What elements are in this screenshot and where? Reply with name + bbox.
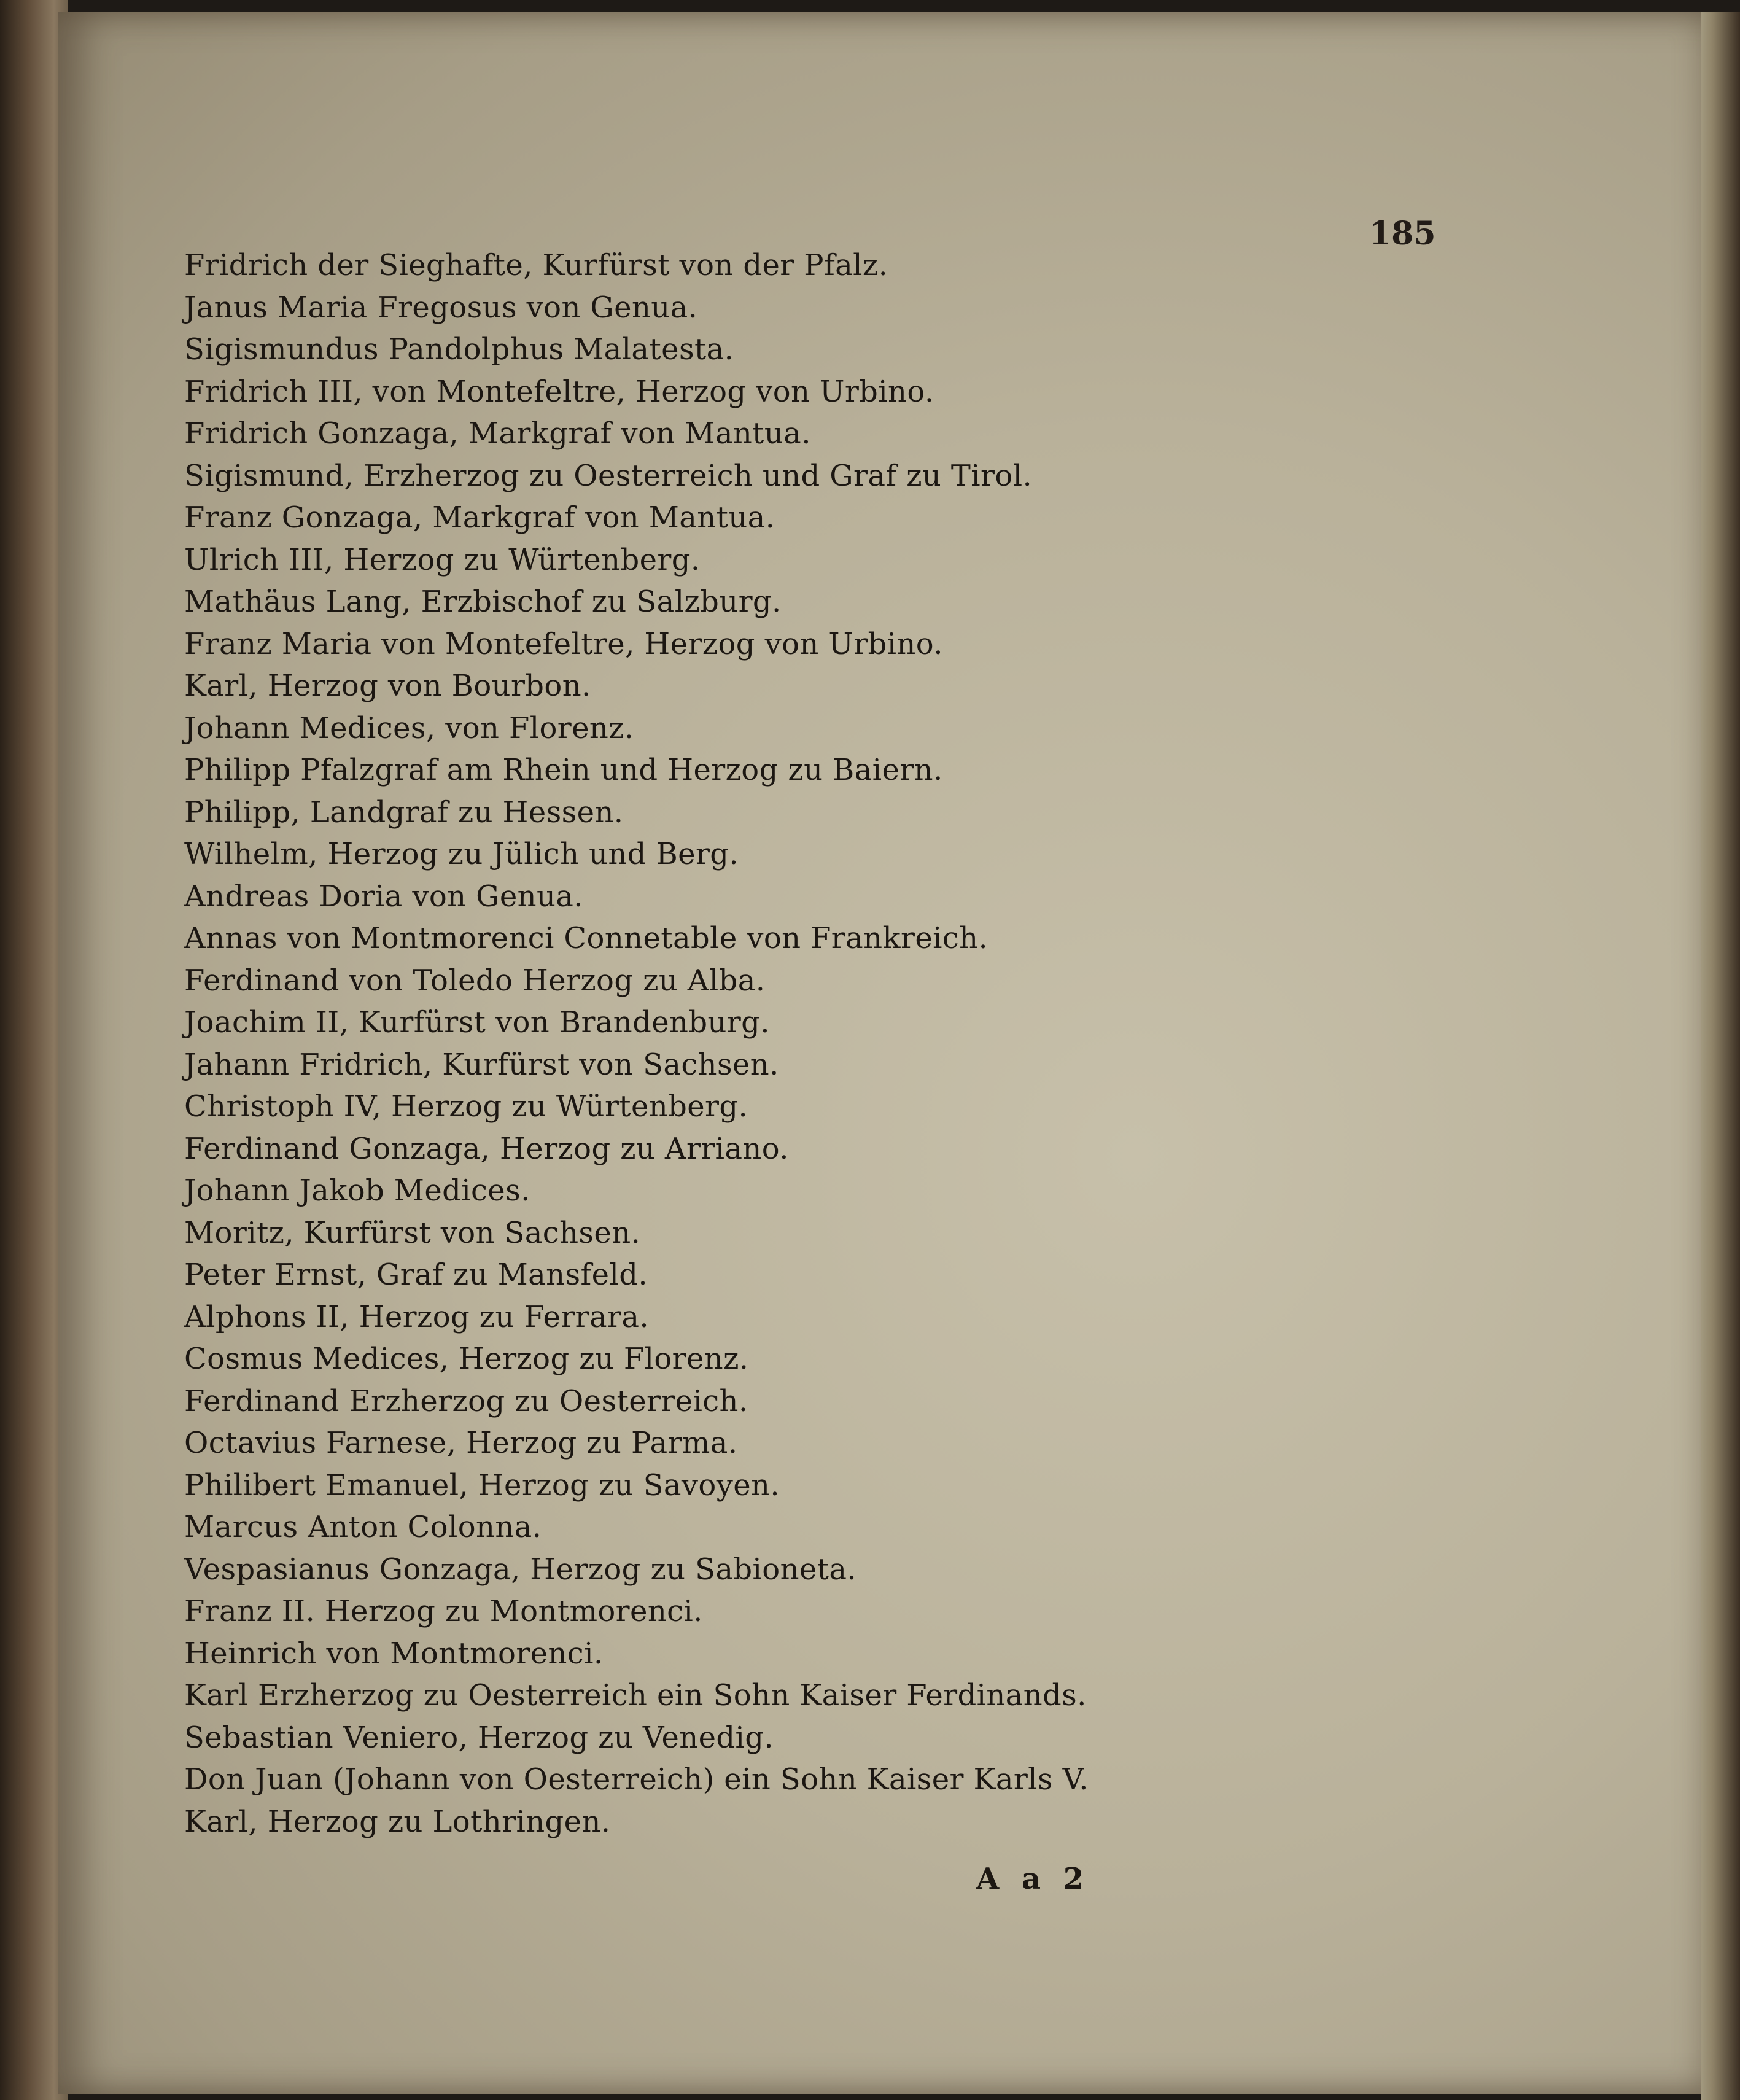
list-item: Jahann Fridrich, Kurfürst von Sachsen. (184, 1047, 779, 1082)
list-item: Vespasianus Gonzaga, Herzog zu Sabioneta. (184, 1552, 857, 1587)
list-item: Moritz, Kurfürst von Sachsen. (184, 1215, 641, 1250)
list-item: Philipp, Landgraf zu Hessen. (184, 795, 624, 830)
list-item: Franz Gonzaga, Markgraf von Mantua. (184, 500, 775, 535)
list-item: Peter Ernst, Graf zu Mansfeld. (184, 1258, 648, 1292)
list-item: Ferdinand Gonzaga, Herzog zu Arriano. (184, 1131, 789, 1166)
list-item: Fridrich Gonzaga, Markgraf von Mantua. (184, 416, 811, 451)
list-item: Ferdinand Erzherzog zu Oesterreich. (184, 1383, 748, 1418)
list-item: Philipp Pfalzgraf am Rhein und Herzog zu Baiern. (184, 753, 943, 787)
list-item: Andreas Doria von Genua. (184, 879, 583, 914)
list-item: Alphons II, Herzog zu Ferrara. (184, 1299, 650, 1334)
list-item: Wilhelm, Herzog zu Jülich und Berg. (184, 837, 739, 871)
list-item: Octavius Farnese, Herzog zu Parma. (184, 1426, 738, 1460)
list-item: Johann Jakob Medices. (184, 1173, 530, 1208)
list-item: Karl, Herzog von Bourbon. (184, 669, 591, 703)
list-item: Cosmus Medices, Herzog zu Florenz. (184, 1342, 749, 1376)
list-item: Johann Medices, von Florenz. (184, 710, 634, 745)
list-item: Joachim II, Kurfürst von Brandenburg. (184, 1005, 770, 1040)
list-item: Philibert Emanuel, Herzog zu Savoyen. (184, 1468, 780, 1503)
list-item: Don Juan (Johann von Oesterreich) ein Sohn Kaiser Karls V. (184, 1762, 1089, 1797)
list-item: Karl, Herzog zu Lothringen. (184, 1804, 611, 1839)
list-item: Ulrich III, Herzog zu Würtenberg. (184, 542, 701, 577)
list-item: Marcus Anton Colonna. (184, 1510, 542, 1544)
list-item: Karl Erzherzog zu Oesterreich ein Sohn Kaiser Ferdinands. (184, 1678, 1087, 1713)
list-item: Sigismund, Erzherzog zu Oesterreich und Graf zu Tirol. (184, 458, 1033, 493)
signature-mark: A a 2 (976, 1862, 1090, 1896)
list-item: Annas von Montmorenci Connetable von Frankreich. (184, 921, 988, 955)
book-spine (0, 0, 68, 2100)
list-item: Ferdinand von Toledo Herzog zu Alba. (184, 963, 766, 998)
list-item: Fridrich der Sieghafte, Kurfürst von der Pfalz. (184, 248, 888, 282)
list-item: Heinrich von Montmorenci. (184, 1636, 604, 1671)
list-item: Franz II. Herzog zu Montmorenci. (184, 1594, 703, 1628)
page-edge (1701, 12, 1740, 2100)
list-item: Sigismundus Pandolphus Malatesta. (184, 332, 734, 367)
page-number: 185 (1369, 215, 1436, 252)
name-list (184, 244, 1089, 1843)
list-item: Janus Maria Fregosus von Genua. (184, 290, 698, 325)
list-item: Sebastian Veniero, Herzog zu Venedig. (184, 1720, 774, 1755)
list-item: Mathäus Lang, Erzbischof zu Salzburg. (184, 585, 782, 619)
list-item: Fridrich III, von Montefeltre, Herzog von Urbino. (184, 374, 934, 409)
list-item: Franz Maria von Montefeltre, Herzog von Urbino. (184, 626, 943, 661)
list-item: Christoph IV, Herzog zu Würtenberg. (184, 1089, 748, 1124)
